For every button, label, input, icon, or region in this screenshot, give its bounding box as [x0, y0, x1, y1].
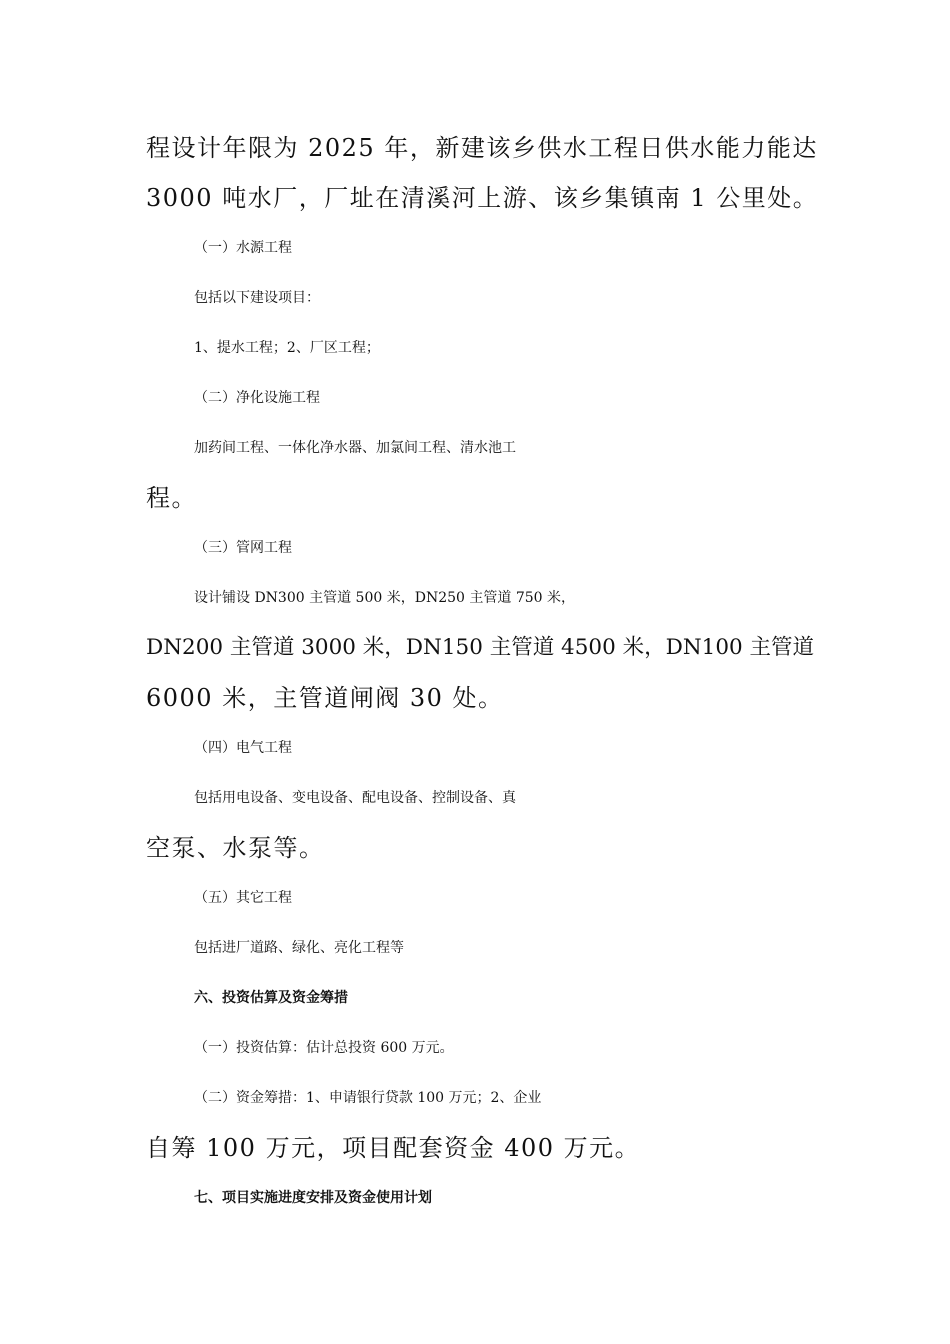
section-subheading: （三）管网工程	[194, 540, 292, 556]
body-line: 6000 米，主管道闸阀 30 处。	[146, 684, 504, 712]
body-line: 设计铺设 DN300 主管道 500 米，DN250 主管道 750 米，	[194, 590, 575, 606]
body-line: 程设计年限为 2025 年，新建该乡供水工程日供水能力能达	[146, 134, 818, 162]
body-line: 包括用电设备、变电设备、配电设备、控制设备、真	[194, 790, 516, 806]
body-line: DN200 主管道 3000 米，DN150 主管道 4500 米，DN100 主管道	[146, 635, 815, 660]
body-line: 程。	[146, 484, 197, 512]
body-line: （一）投资估算：估计总投资 600 万元。	[194, 1040, 454, 1056]
section-heading: 七、项目实施进度安排及资金使用计划	[194, 1190, 432, 1206]
section-subheading: （四）电气工程	[194, 740, 292, 756]
section-subheading: （二）净化设施工程	[194, 390, 320, 406]
body-line: 空泵、水泵等。	[146, 834, 325, 862]
section-heading: 六、投资估算及资金筹措	[194, 990, 348, 1006]
body-line: 加药间工程、一体化净水器、加氯间工程、清水池工	[194, 440, 516, 456]
section-subheading: （一）水源工程	[194, 240, 292, 256]
body-line: 1、提水工程；2、厂区工程；	[194, 340, 380, 356]
section-subheading: （五）其它工程	[194, 890, 292, 906]
body-line: 3000 吨水厂，厂址在清溪河上游、该乡集镇南 1 公里处。	[146, 184, 819, 212]
body-line: 包括进厂道路、绿化、亮化工程等	[194, 940, 404, 956]
body-line: 自筹 100 万元，项目配套资金 400 万元。	[146, 1134, 641, 1162]
body-line: 包括以下建设项目：	[194, 290, 320, 306]
body-line: （二）资金筹措：1、申请银行贷款 100 万元；2、企业	[194, 1090, 542, 1106]
